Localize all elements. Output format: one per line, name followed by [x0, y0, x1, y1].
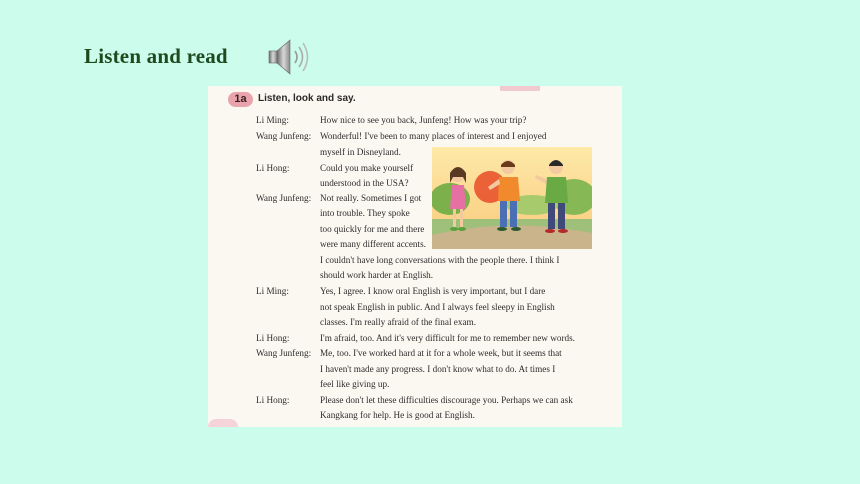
textbook-page — [208, 86, 622, 427]
dialogue-text: were many different accents. — [320, 239, 426, 249]
speaker-name: Wang Junfeng: — [256, 193, 312, 203]
dialogue-text: classes. I'm really afraid of the final exam. — [320, 317, 476, 327]
dialogue-line — [208, 347, 622, 360]
page-corner-decoration — [208, 419, 238, 427]
dialogue-line — [208, 114, 622, 127]
speaker-name: Li Hong: — [256, 395, 290, 405]
dialogue-text: myself in Disneyland. — [320, 147, 401, 157]
dialogue-text: I couldn't have long conversations with the people there. I think I — [320, 255, 560, 265]
dialogue-text: Not really. Sometimes I got — [320, 193, 422, 203]
page-tab-decoration — [500, 86, 540, 91]
speaker-name: Li Ming: — [256, 115, 289, 125]
dialogue-line — [208, 409, 622, 422]
dialogue-text: understood in the USA? — [320, 178, 409, 188]
dialogue-text: Wonderful! I've been to many places of interest and I enjoyed — [320, 131, 547, 141]
dialogue-line — [208, 363, 622, 376]
speaker-volume-icon[interactable] — [266, 36, 314, 78]
dialogue-text: How nice to see you back, Junfeng! How was your trip? — [320, 115, 527, 125]
dialogue-line — [208, 285, 622, 298]
speaker-name: Wang Junfeng: — [256, 131, 312, 141]
dialogue-text: should work harder at English. — [320, 270, 434, 280]
dialogue-text: Yes, I agree. I know oral English is very important, but I dare — [320, 286, 546, 296]
dialogue-line — [208, 301, 622, 314]
dialogue-text: into trouble. They spoke — [320, 208, 410, 218]
dialogue-line — [208, 394, 622, 407]
dialogue-text: Kangkang for help. He is good at English. — [320, 410, 475, 420]
dialogue-text: Could you make yourself — [320, 163, 414, 173]
dialogue-line — [208, 378, 622, 391]
dialogue-line — [208, 269, 622, 282]
dialogue-text: Me, too. I've worked hard at it for a whole week, but it seems that — [320, 348, 562, 358]
dialogue-text: feel like giving up. — [320, 379, 390, 389]
speaker-name: Li Ming: — [256, 286, 289, 296]
dialogue-text: Please don't let these difficulties discourage you. Perhaps we can ask — [320, 395, 573, 405]
students-illustration — [432, 147, 592, 249]
speaker-name: Li Hong: — [256, 163, 290, 173]
dialogue-line — [208, 332, 622, 345]
dialogue-text: not speak English in public. And I always feel sleepy in English — [320, 302, 555, 312]
speaker-name: Li Hong: — [256, 333, 290, 343]
dialogue-text: too quickly for me and there — [320, 224, 425, 234]
dialogue-line — [208, 130, 622, 143]
dialogue-text: I haven't made any progress. I don't know what to do. At times I — [320, 364, 556, 374]
slide-title: Listen and read — [84, 44, 228, 68]
section-badge: 1a — [228, 92, 253, 107]
dialogue-text: I'm afraid, too. And it's very difficult for me to remember new words. — [320, 333, 575, 343]
dialogue-line — [208, 254, 622, 267]
dialogue-line — [208, 316, 622, 329]
speaker-name: Wang Junfeng: — [256, 348, 312, 358]
section-instruction: Listen, look and say. — [258, 93, 356, 104]
